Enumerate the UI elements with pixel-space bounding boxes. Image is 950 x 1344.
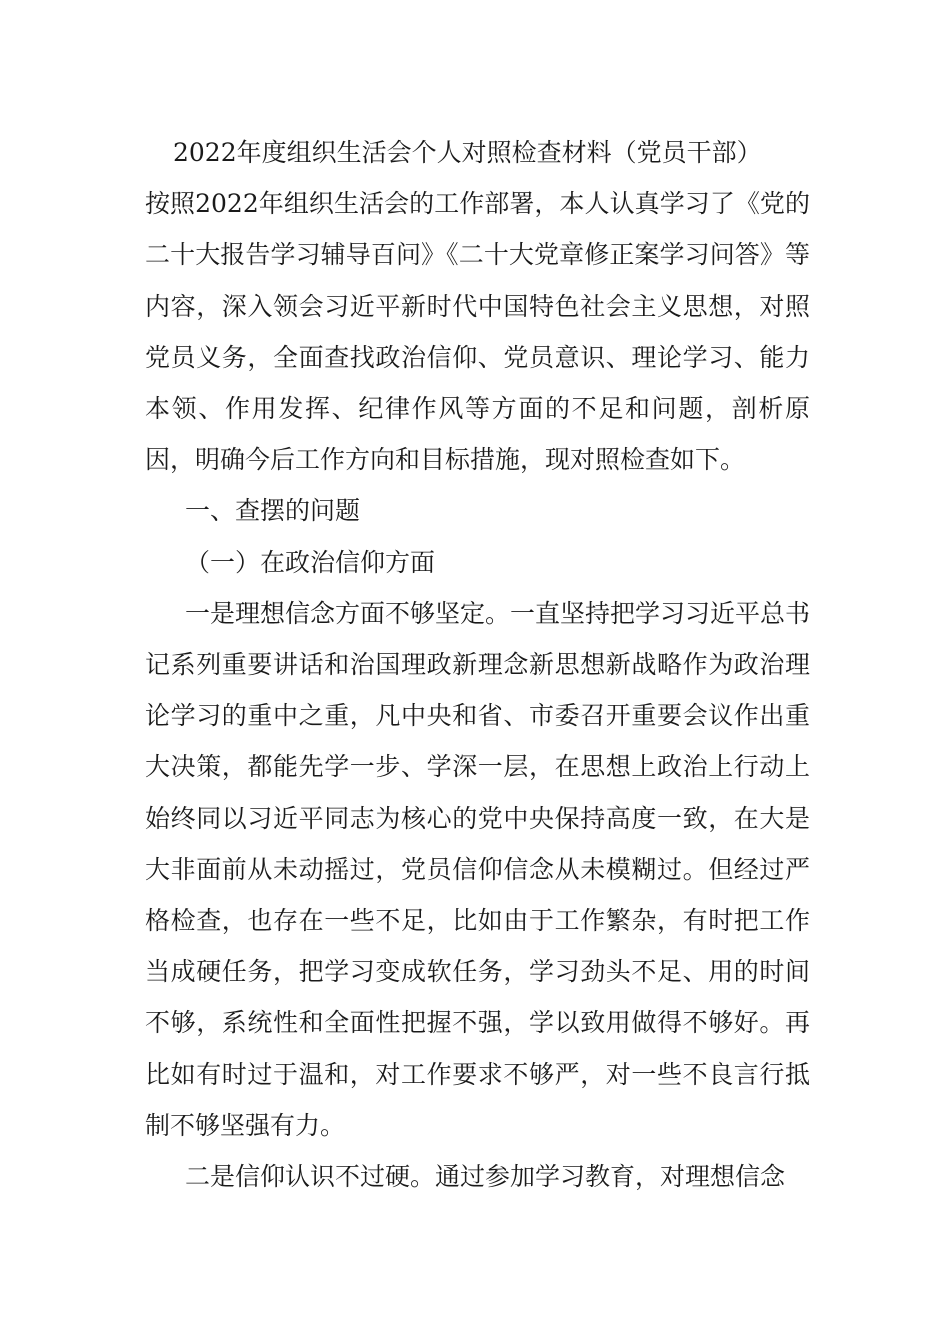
section-heading: 一、查摆的问题	[185, 496, 361, 526]
body-paragraph-1: 一是理想信念方面不够坚定。一直坚持把学习习近平总书记系列重要讲话和治国理政新理念新思想新战略作为政治理论学习的重中之重，凡中央和省、市委召开重要会议作出重大决策，都能先学一步、学深一层，在思想上政治上行动上始终同以习近平同志为核心的党中央保持高度一致，在大是大非面前从未动摇过，党员信仰信念从未模糊过。但经过严格检查，也存在一些不足，比如由于工作繁杂，有时把工作当成硬任务，把学习变成软任务，学习劲头不足、用的时间不够，系统性和全面性把握不强，学以致用做得不够好。再比如有时过于温和，对工作要求不够严，对一些不良言行抵制不够坚强有力。	[145, 598, 811, 1140]
intro-paragraph: 按照2022年组织生活会的工作部署，本人认真学习了《党的二十大报告学习辅导百问》《二十大党章修正案学习问答》等内容，深入领会习近平新时代中国特色社会主义思想，对照党员义务，全面查找政治信仰、党员意识、理论学习、能力本领、作用发挥、纪律作风等方面的不足和问题，剖析原因，明确今后工作方向和目标措施，现对照检查如下。	[145, 189, 810, 475]
document-body	[145, 127, 810, 1202]
subsection-heading: （一）在政治信仰方面	[185, 547, 436, 577]
document-title: 2022年度组织生活会个人对照检查材料（党员干部）	[173, 138, 762, 167]
body-paragraph-2: 二是信仰认识不过硬。通过参加学习教育，对理想信念	[185, 1162, 786, 1192]
